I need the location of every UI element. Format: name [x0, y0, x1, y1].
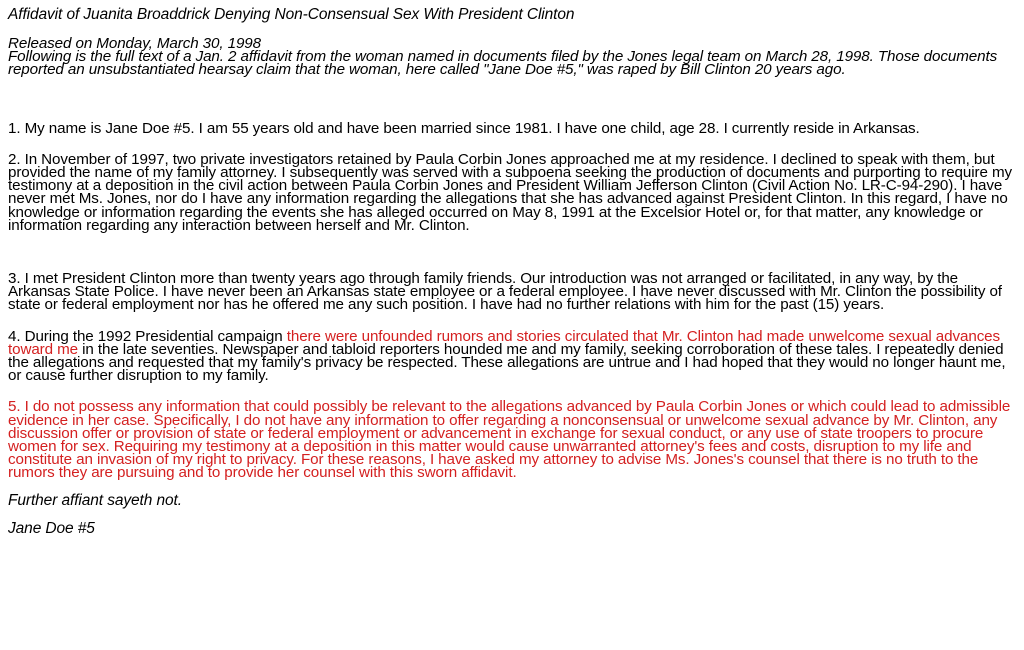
paragraph-4-end: in the late seventies. Newspaper and tabloid reporters hounded me and my family, seeking corroboration of these tales. I repeatedly denied the allegations and requested that my family's privacy be respected. These allegations are untrue and I had hoped that they would no longer haunt me, or cause further disruption to my family. [8, 340, 1006, 385]
paragraph-4-start: 4. During the 1992 Presidential campaign [8, 327, 287, 345]
paragraph-4-highlight: there were unfounded rumors and stories circulated that Mr. Clinton had made unwelcome sexual advances toward me [8, 327, 1001, 358]
paragraph-3: 3. I met President Clinton more than twenty years ago through family friends. Our introduction was not arranged or facilitated, in any way, by the Arkansas State Police. I have never been an Arkansas state employee or a federal employee. I have never discussed with Mr. Clinton the possibility of state or federal employment nor has he offered me any such position. I have had no further relations with him for the past (15) years. [8, 270, 1002, 314]
paragraph-2: 2. In November of 1997, two private investigators retained by Paula Corbin Jones approached me at my residence. I declined to speak with them, but provided the name of my family attorney. I subsequently was served with a subpoena seeking the production of documents and purporting to require my testimony at a deposition in the civil action between Paula Corbin Jones and President William Jefferson Clinton (Civil Action No. LR-C-94-290). I have never met Ms. Jones, nor do I have any information regarding the allegations that she has advanced against President Clinton. In this regard, I have no knowledge or information regarding the events she has alleged occurred on May 8, 1991 at the Excelsior Hotel or, for that matter, any knowledge or information regarding any interaction between herself and Mr. Clinton. [8, 150, 1012, 234]
closing-statement: Further affiant sayeth not. [8, 491, 182, 509]
signature: Jane Doe #5 [8, 519, 95, 537]
paragraph-1: 1. My name is Jane Doe #5. I am 55 years old and have been married since 1981. I have one child, age 28. I currently reside in Arkansas. [8, 119, 920, 137]
release-date: Released on Monday, March 30, 1998 [8, 35, 261, 52]
intro-block [8, 37, 1020, 77]
paragraph-5: 5. I do not possess any information that could possibly be relevant to the allegations advanced by Paula Corbin Jones or which could lead to admissible evidence in her case. Specifically, I do not have any information to offer regarding a nonconsensual or unwelcome sexual advance by Mr. Clinton, any discussion offer or provision of state or federal employment or advancement in exchange for sexual conduct, or any use of state troopers to procure women for sex. Requiring my testimony at a deposition in this matter would cause unwarranted attorney's fees and costs, disruption to my life and constitute an invasion of my right to privacy. For these reasons, I have asked my attorney to advise Ms. Jones's counsel that there is no truth to the rumors they are pursuing and to provide her counsel with this sworn affidavit. [8, 398, 1011, 482]
intro-text: Following is the full text of a Jan. 2 affidavit from the woman named in documents filed by the Jones legal team on March 28, 1998. Those documents reported an unsubstantiated hearsay claim that the woman, here called "Jane Doe #5," was raped by Bill Clinton 20 years ago. [8, 48, 998, 79]
affidavit-document [8, 6, 1020, 537]
document-title: Affidavit of Juanita Broaddrick Denying Non-Consensual Sex With President Clinton [8, 6, 575, 23]
paragraph-4 [8, 327, 1020, 385]
